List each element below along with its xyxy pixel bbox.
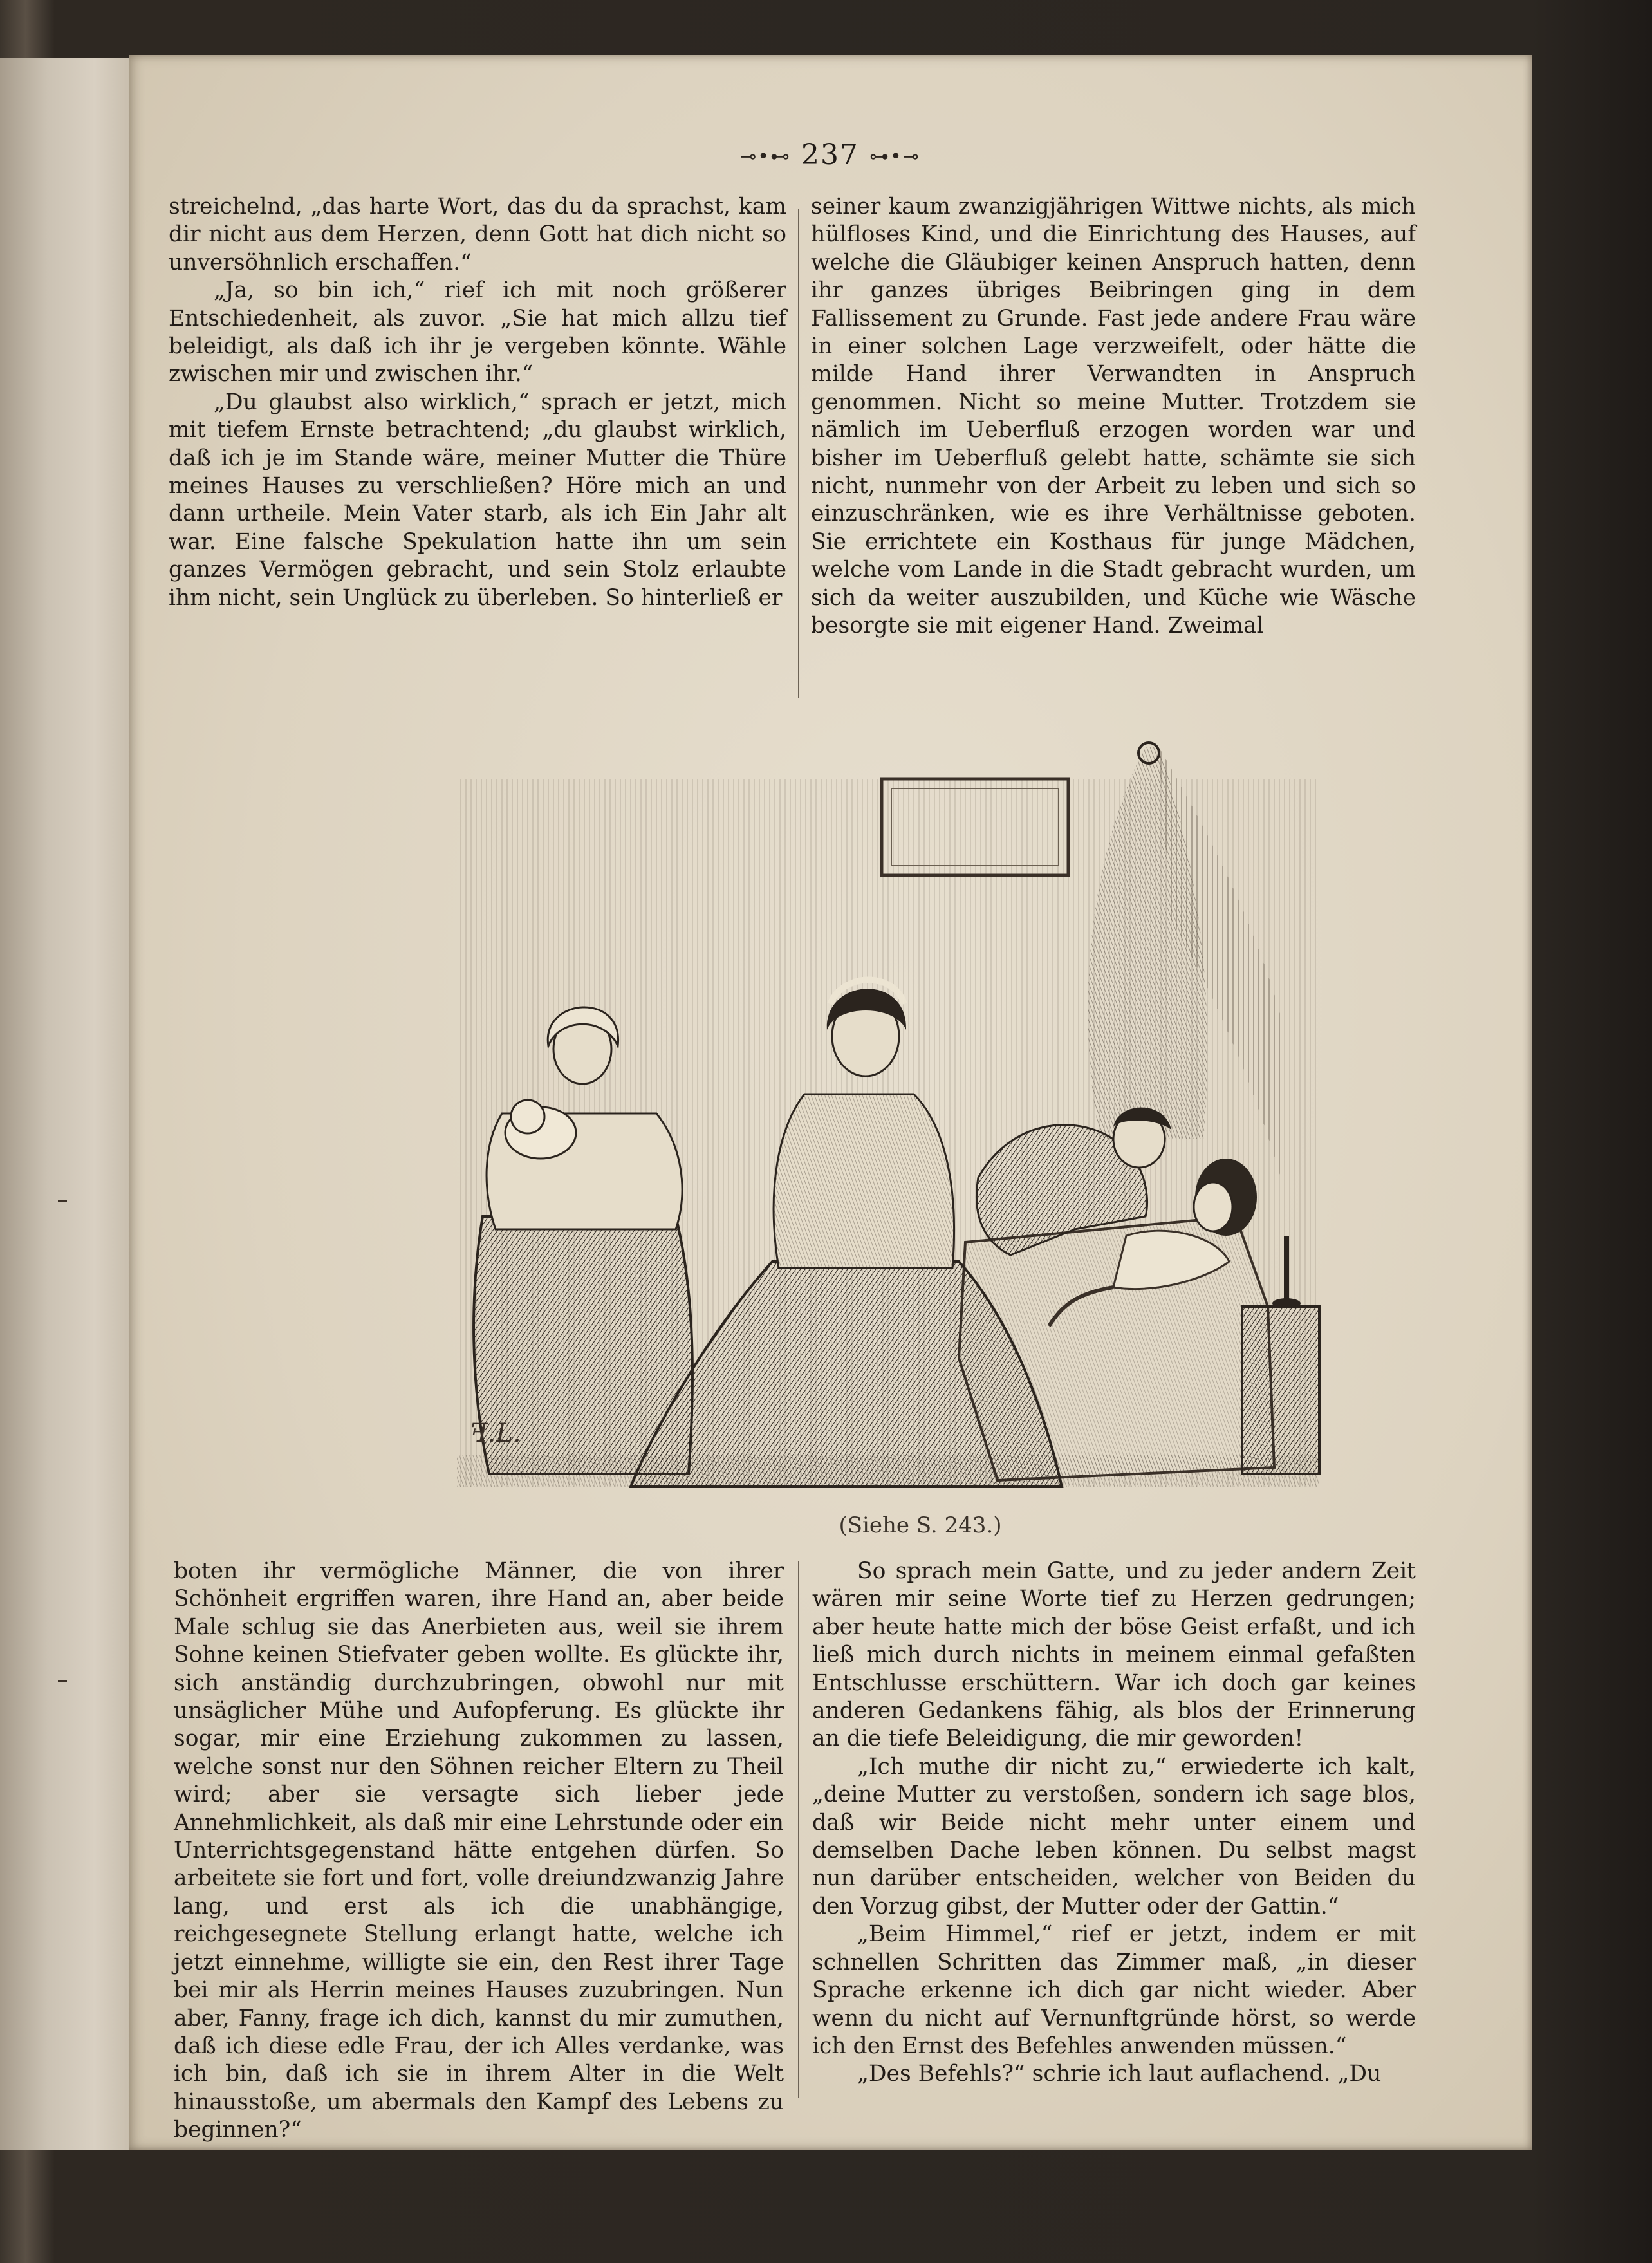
- artist-monogram: ꟻ.L.: [470, 1419, 521, 1448]
- page-number: 237: [801, 138, 859, 171]
- header-ornament-left: ⊸•⊷: [740, 145, 791, 168]
- paragraph: boten ihr vermögliche Männer, die von ihrer Schönheit ergriffen waren, ihre Hand an, aber beide Male schlug sie das Anerbieten aus, weil sie ihrem Sohne keinen Stiefvater geben wollte. Es glückte ihr, sich anständig durchzubringen, obwohl nur mit unsäglicher Mühe und Aufopferung. Es glückte ihr sogar, mir eine Erziehung zukommen zu lassen, welche sonst nur den Söhnen reicher Eltern zu Theil wird; aber sie versagte sich lieber jede Annehmlichkeit, als daß mir eine Lehrstunde oder ein Unterrichtsgegenstand hätte entgehen dürfen. So arbeitete sie fort und fort, volle dreiundzwanzig Jahre lang, und erst als ich die unabhängige, reichgesegnete Stellung erlangt hatte, welche ich jetzt einnehme, willigte sie ein, den Rest ihrer Tage bei mir als Herrin meines Hauses zuzubringen. Nun aber, Fanny, frage ich dich, kannst du mir zumuthen, daß ich diese edle Frau, der ich Alles verdanke, was ich bin, daß ich sie in ihrem Alter in die Welt hinausstoße, um abermals den Kampf des Lebens zu beginnen?“: [174, 1558, 784, 2143]
- paragraph: „Des Befehls?“ schrie ich laut auflachend. „Du: [857, 2061, 1382, 2087]
- paragraph: „Beim Himmel,“ rief er jetzt, indem er mit schnellen Schritten das Zimmer maß, „in dieser Sprache erkenne ich dich gar nicht wieder. Aber wenn du nicht auf Vernunftgründe hörst, so werde ich den Ernst des Befehles anwenden müssen.“: [812, 1921, 1416, 2059]
- paragraph: So sprach mein Gatte, und zu jeder andern Zeit wären mir seine Worte tief zu Herzen gedrungen; aber heute hatte mich der böse Geist erfaßt, und ich ließ mich durch nichts in meinem einmal gefaßten Entschlusse erschüttern. War ich doch gar keines anderen Gedankens fähig, als blos der Erinnerung an die tiefe Beleidigung, die mir geworden!: [812, 1558, 1416, 1752]
- paragraph: streichelnd, „das harte Wort, das du da sprachst, kam dir nicht aus dem Herzen, denn Gott hat dich nicht so unversöhnlich erschaffen.“: [169, 194, 786, 275]
- header-ornament-right: ⊶•⊸: [869, 145, 920, 168]
- illustration-caption: (Siehe S. 243.): [839, 1513, 1002, 1538]
- paragraph: „Ja, so bin ich,“ rief ich mit noch größerer Entschiedenheit, als zuvor. „Sie hat mich allzu tief beleidigt, als daß ich ihr je vergeben könnte. Wähle zwischen mir und zwischen ihr.“: [169, 277, 786, 387]
- engraving-illustration: [444, 727, 1332, 1500]
- column-divider: [798, 209, 799, 698]
- left-page-edge: [0, 58, 136, 2150]
- column-divider: [798, 1561, 799, 2098]
- margin-mark: [58, 1200, 67, 1202]
- paragraph: „Ich muthe dir nicht zu,“ erwiederte ich kalt, „deine Mutter zu verstoßen, sondern ich sage blos, daß wir Beide nicht mehr unter einem und demselben Dache leben können. Du selbst magst nun darüber entscheiden, welcher von Beiden du den Vorzug gibst, der Mutter oder der Gattin.“: [812, 1753, 1416, 1919]
- margin-mark: [58, 1680, 67, 1682]
- bottom-right-column: [812, 1558, 1416, 2089]
- top-right-column: [811, 193, 1416, 640]
- top-left-column: [169, 193, 786, 612]
- bottom-left-column: [174, 1558, 784, 2145]
- paragraph: „Du glaubst also wirklich,“ sprach er jetzt, mich mit tiefem Ernste betrachtend; „du glaubst wirklich, daß ich je im Stande wäre, meiner Mutter die Thüre meines Hauses zu verschließen? Höre mich an und dann urtheile. Mein Vater starb, als ich Ein Jahr alt war. Eine falsche Spekulation hatte ihn um sein ganzes Vermögen gebracht, und sein Stolz erlaubte ihm nicht, sein Unglück zu überleben. So hinterließ er: [169, 389, 786, 611]
- paragraph: seiner kaum zwanzigjährigen Wittwe nichts, als mich hülfloses Kind, und die Einrichtung des Hauses, auf welche die Gläubiger keinen Anspruch hatten, denn ihr ganzes übriges Beibringen ging in dem Fallissement zu Grunde. Fast jede andere Frau wäre in einer solchen Lage verzweifelt, oder hätte die milde Hand ihrer Verwandten in Anspruch genommen. Nicht so meine Mutter. Trotzdem sie nämlich im Ueberfluß erzogen worden war und bisher im Ueberfluß gelebt hatte, schämte sie sich nicht, nunmehr von der Arbeit zu leben und sich so einzuschränken, wie es ihre Verhältnisse geboten. Sie errichtete ein Kosthaus für junge Mädchen, welche vom Lande in die Stadt gebracht wurden, um sich da weiter auszubilden, und Küche wie Wäsche besorgte sie mit eigener Hand. Zweimal: [811, 194, 1416, 639]
- page-header: [129, 138, 1532, 171]
- book-page: [129, 55, 1532, 2150]
